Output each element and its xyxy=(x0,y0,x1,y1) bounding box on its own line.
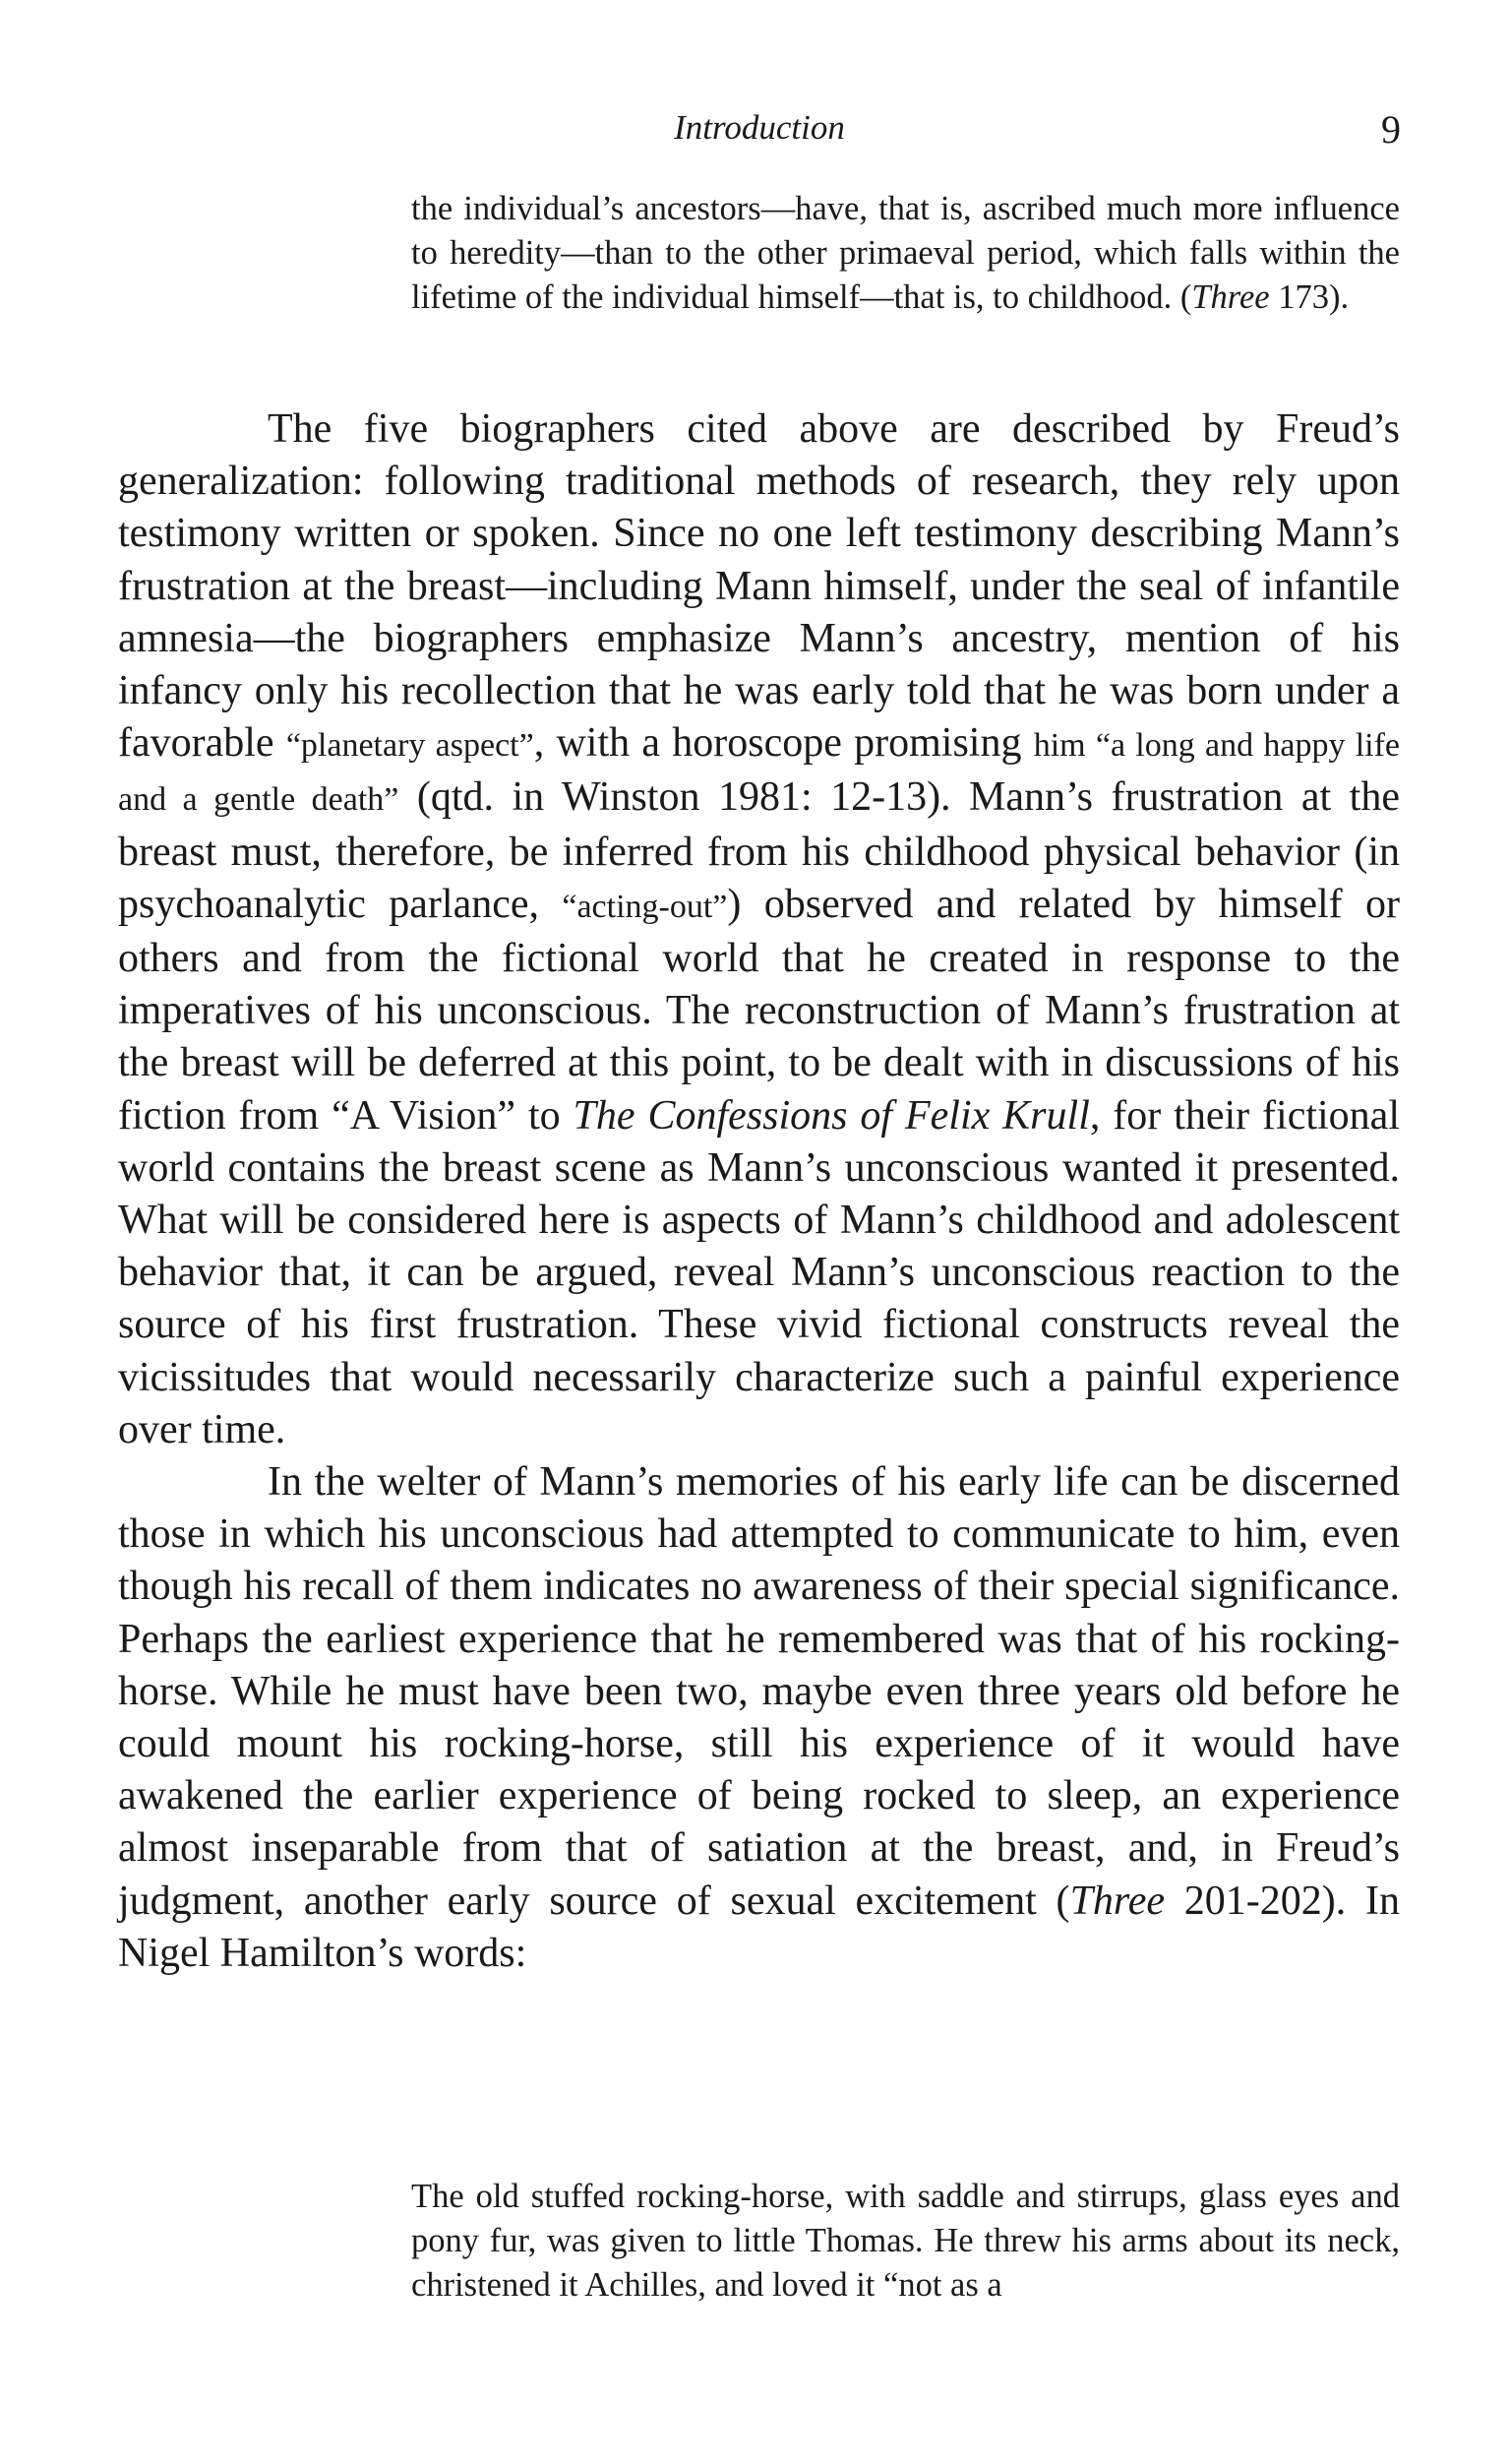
paragraph-text: , for their fictional world contains the breast scene as Mann’s unconscious wanted it presented. What will be considered here is aspects of Mann’s childhood and adolescent behavior that, it can be argued, reveal Mann’s unconscious reaction to the source of his first frustration. These vivid fictional constructs reveal the vicissitudes that would necessarily characterize such a painful experience over time. xyxy=(118,1092,1400,1452)
book-title: The Confessions of Felix Krull xyxy=(573,1092,1090,1139)
running-title: Introduction xyxy=(674,108,845,147)
paragraph-text: ) observed and related by himself or others and from the fictional world that he created in response to the imperatives of his unconscious. The reconstruction of Mann’s frustration at the breast will be deferred at this point, to be dealt with in discussions of his fiction from “A Vision” to xyxy=(118,881,1400,1139)
paragraph-text: 201-202). In Nigel Hamilton’s words: xyxy=(118,1878,1401,1976)
quote-text: the individual’s ancestors—have, that is, ascribed much more influence to heredity—than to the other primaeval period, which falls within the lifetime of the individual himself—that is, to childhood. ( xyxy=(411,190,1400,316)
paragraph-text: (qtd. in Winston 1981: 12-13). Mann’s frustration at the breast must, therefore, be inferred from his childhood physical behavior (in psychoanalytic parlance, xyxy=(118,774,1400,927)
inline-quote: “acting-out” xyxy=(562,888,728,925)
body-text xyxy=(118,403,1400,1980)
paragraph-text: In the welter of Mann’s memories of his early life can be discerned those in which his unconscious had attempted to communicate to him, even though his recall of them indicates no awareness of their special significance. Perhaps the earliest experience that he remembered was that of his rocking-horse. While he must have been two, maybe even three years old before he could mount his rocking-horse, still his experience of it would have awakened the earlier experience of being rocked to sleep, an experience almost inseparable from that of satiation at the breast, and, in Freud’s judgment, another early source of sexual excitement ( xyxy=(118,1459,1400,1924)
page-header xyxy=(118,102,1401,161)
paragraph-2 xyxy=(118,1456,1400,1980)
inline-quote: “planetary aspect” xyxy=(285,727,534,765)
cited-title: Three xyxy=(1069,1878,1165,1924)
paragraph-text: The five biographers cited above are described by Freud’s generalization: following traditional methods of research, they rely upon testimony written or spoken. Since no one left testimony describing Mann’s frustration at the breast—including Mann himself, under the seal of infantile amnesia—the biographers emphasize Mann’s ancestry, mention of his infancy only his recollection that he was early told that he was born under a favorable xyxy=(118,406,1400,767)
quote-text: 173). xyxy=(1269,278,1350,316)
cited-title: Three xyxy=(1191,278,1270,316)
page-number: 9 xyxy=(1381,107,1401,152)
paragraph-1 xyxy=(118,403,1400,1456)
block-quote-bottom xyxy=(411,2175,1400,2308)
block-quote-top xyxy=(411,187,1400,320)
inline-quote: him “a long and happy life and a gentle death” xyxy=(118,727,1400,819)
paragraph-text: , with a horoscope promising xyxy=(533,720,1034,767)
quote-text: The old stuffed rocking-horse, with saddle and stirrups, glass eyes and pony fur, was given to little Thomas. He threw his arms about its neck, christened it Achilles, and loved it “not as a xyxy=(411,2178,1400,2304)
